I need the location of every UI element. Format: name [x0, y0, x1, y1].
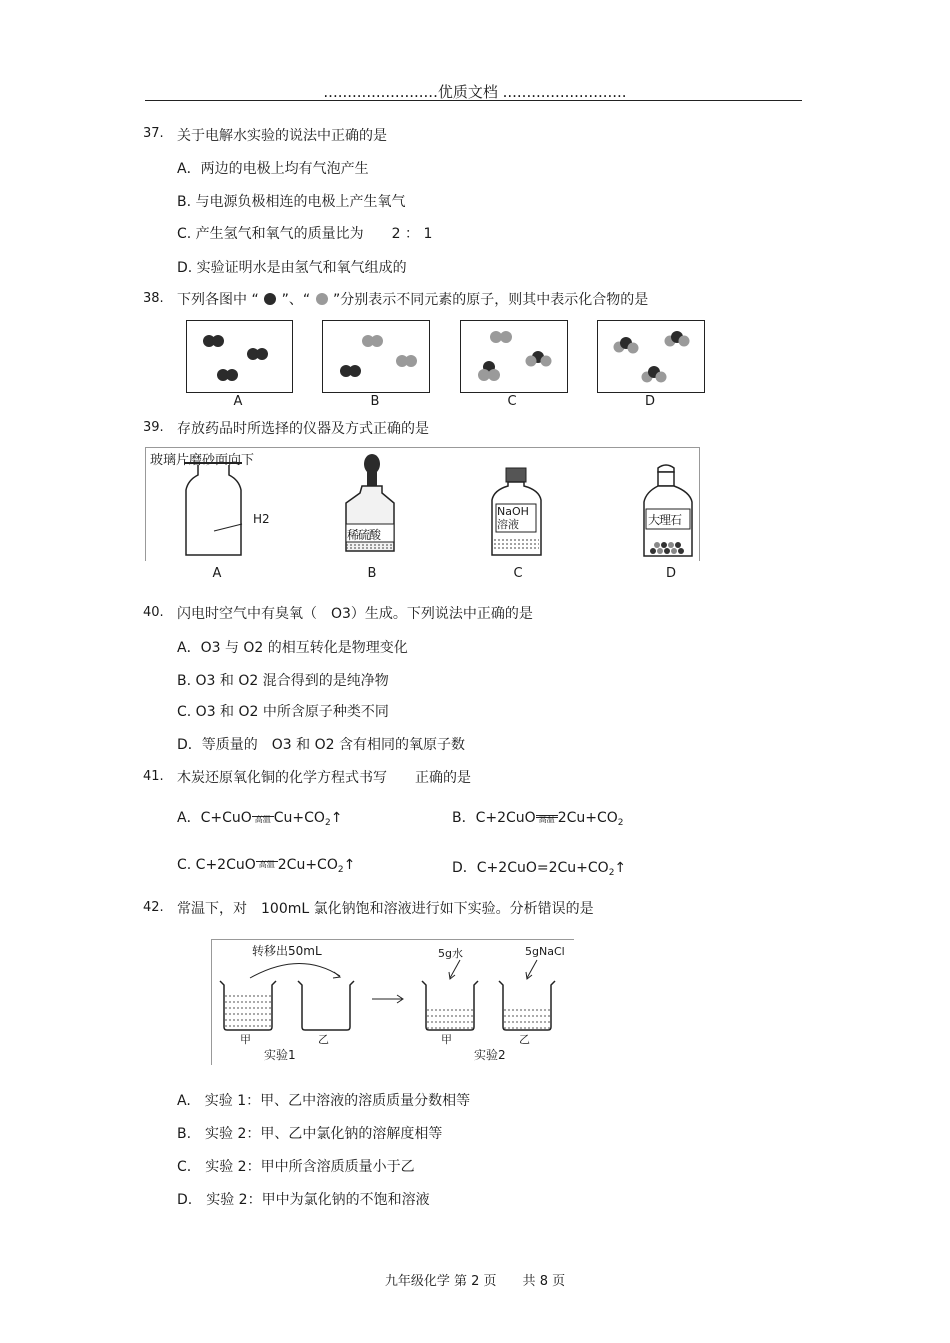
q38-label-b: B: [370, 394, 380, 409]
q41-option-d: [452, 857, 626, 877]
q37-option-c: C. 产生氢气和氧气的质量比为 2 ： 1: [177, 226, 433, 242]
q41-a-right: Cu+CO: [273, 810, 325, 826]
q41-d-text: D．C+2CuO=2Cu+CO: [452, 860, 609, 876]
q42-exp1-label: 实验1: [264, 1048, 296, 1062]
q40-number: 40.: [143, 605, 164, 620]
q42-exp2-label: 实验2: [474, 1048, 506, 1062]
page-footer: 九年级化学 第 2 页 共 8 页: [384, 1274, 566, 1289]
q41-a-sub: 2: [324, 818, 331, 828]
q38-molecules-d: [598, 321, 704, 392]
q38-text-c: ”分别表示不同元素的原子，则其中表示化合物的是: [333, 292, 649, 308]
q41-option-c: [177, 857, 355, 873]
q42-figure: [211, 939, 574, 1065]
q37-option-a: A．两边的电极上均有气泡产生: [177, 161, 369, 177]
light-atom-icon: [315, 292, 329, 306]
q42-yi-2: 乙: [519, 1033, 530, 1046]
q38-molecules-c: [461, 321, 567, 392]
header-rule: [145, 100, 802, 101]
q39-bottles: [146, 448, 699, 561]
q42-text: 常温下，对 100mL 氯化钠饱和溶液进行如下实验。分析错误的是: [177, 901, 594, 917]
q39-text: 存放药品时所选择的仪器及方式正确的是: [177, 421, 429, 437]
q41-c-left: C. C+2CuO: [177, 857, 256, 873]
page-header: ........................优质文档 ..........................: [323, 83, 627, 101]
q38-box-d: [597, 320, 705, 393]
q41-a-tail: ↑: [330, 810, 343, 826]
q42-number: 42.: [143, 900, 164, 915]
q41-c-tail: ↑: [343, 857, 356, 873]
q38-text-a: 下列各图中 “: [177, 292, 259, 308]
q41-b-sub: 2: [617, 818, 624, 828]
q37-option-b: B. 与电源负极相连的电极上产生氧气: [177, 194, 406, 210]
q37-option-d: D. 实验证明水是由氢气和氧气组成的: [177, 260, 407, 276]
q39-number: 39.: [143, 420, 164, 435]
q41-a-left: A．C+CuO: [177, 810, 252, 826]
q41-c-sub: 2: [337, 865, 344, 875]
q39-h2-label: H2: [253, 512, 270, 526]
q37-text: 关于电解水实验的说法中正确的是: [177, 128, 387, 144]
q39-bottle-c-label: NaOH溶液: [497, 505, 529, 531]
q38-text-b: ”、“: [281, 292, 311, 308]
q41-number: 41.: [143, 769, 164, 784]
q42-transfer-label: 转移出50mL: [252, 944, 322, 958]
q42-jia-1: 甲: [240, 1033, 251, 1046]
q38-text: [177, 289, 648, 309]
q42-option-d: D. 实验 2：甲中为氯化钠的不饱和溶液: [177, 1192, 430, 1208]
q41-a-condition: 高温: [254, 815, 271, 824]
q41-text: 木炭还原氧化铜的化学方程式书写 正确的是: [177, 770, 471, 786]
q42-option-a: A. 实验 1：甲、乙中溶液的溶质质量分数相等: [177, 1093, 471, 1109]
q41-c-right: 2Cu+CO: [277, 857, 338, 873]
q38-number: 38.: [143, 291, 164, 306]
q42-option-b: B. 实验 2：甲、乙中氯化钠的溶解度相等: [177, 1126, 443, 1142]
q39-label-c: C: [513, 566, 523, 581]
q38-box-a: [186, 320, 293, 393]
q41-option-b: [452, 807, 624, 827]
q41-c-condition: 高温: [258, 860, 275, 869]
q39-label-b: B: [367, 566, 377, 581]
q41-b-left: B．C+2CuO: [452, 810, 536, 826]
dark-atom-icon: [263, 292, 277, 306]
q40-option-d: D．等质量的 O3 和 O2 含有相同的氧原子数: [177, 737, 465, 753]
q41-b-right: 2Cu+CO: [557, 810, 618, 826]
q41-d-tail: ↑: [614, 860, 627, 876]
q42-option-c: C. 实验 2：甲中所含溶质质量小于乙: [177, 1159, 415, 1175]
q38-molecules-b: [323, 321, 429, 392]
q38-box-b: [322, 320, 430, 393]
q42-jia-2: 甲: [441, 1033, 452, 1046]
q37-number: 37.: [143, 126, 164, 141]
q40-option-a: A．O3 与 O2 的相互转化是物理变化: [177, 640, 408, 656]
q42-nacl-label: 5gNaCl: [525, 945, 565, 958]
q38-label-d: D: [644, 394, 655, 409]
q41-option-a: [177, 807, 342, 827]
q39-bottle-d-label: 大理石: [648, 513, 682, 527]
q39-label-a: A: [212, 566, 222, 581]
q39-figure: [145, 447, 700, 561]
q38-label-c: C: [507, 394, 517, 409]
q38-molecules-a: [187, 321, 292, 392]
q39-bottle-b-label: 稀硫酸: [347, 528, 381, 542]
q41-d-sub: 2: [608, 868, 615, 878]
q40-option-c: C. O3 和 O2 中所含原子种类不同: [177, 704, 389, 720]
q40-option-b: B. O3 和 O2 混合得到的是纯净物: [177, 673, 389, 689]
q42-water-label: 5g水: [438, 947, 463, 960]
q40-text: 闪电时空气中有臭氧（ O3）生成。下列说法中正确的是: [177, 606, 533, 622]
q38-label-a: A: [233, 394, 243, 409]
q39-label-d: D: [665, 566, 676, 581]
q42-yi-1: 乙: [318, 1033, 329, 1046]
q41-b-condition: 高温: [538, 815, 555, 824]
q38-box-c: [460, 320, 568, 393]
q39-banner: 玻璃片磨砂面向下: [150, 453, 255, 468]
